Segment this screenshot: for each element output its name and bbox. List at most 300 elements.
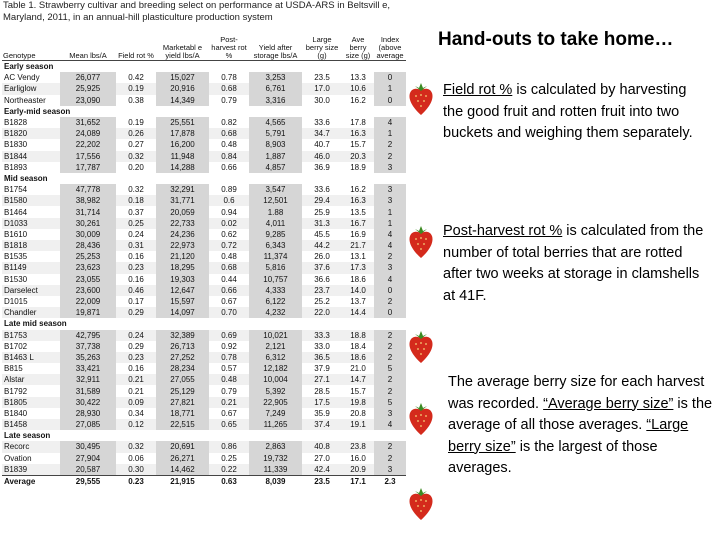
strawberry-icon xyxy=(407,487,435,521)
table-cell: B1893 xyxy=(4,162,28,172)
table-cell: 0.94 xyxy=(221,207,237,217)
table-cell: 3 xyxy=(374,195,406,206)
table-cell: 37.9 xyxy=(314,364,330,374)
table-cell: 0.30 xyxy=(116,464,156,476)
column-header: Post-harvest rot % xyxy=(209,30,249,61)
table-row xyxy=(2,285,406,296)
table-row xyxy=(2,419,406,430)
table-cell: 25.2 xyxy=(314,297,330,307)
table-cell: 21.0 xyxy=(350,364,366,374)
table-cell: 38,982 xyxy=(60,195,116,206)
table-cell: 0.19 xyxy=(128,118,144,128)
table-cell: 2,863 xyxy=(249,441,302,452)
table-cell: B1463 L xyxy=(2,352,60,363)
table-cell: 0.68 xyxy=(209,83,249,94)
table-cell: 14,349 xyxy=(156,95,209,106)
table-cell: 0.24 xyxy=(116,330,156,341)
average-cell: 21,915 xyxy=(156,475,209,487)
table-cell: 0 xyxy=(374,95,406,106)
yield-table xyxy=(2,30,406,487)
table-cell: 20,587 xyxy=(60,464,116,476)
table-cell: 0.69 xyxy=(209,330,249,341)
table-row xyxy=(2,330,406,341)
large-berry-size-definition: is the largest of those averages. xyxy=(448,438,658,476)
table-cell: 34.7 xyxy=(302,128,342,139)
table-cell: B1753 xyxy=(2,330,60,341)
table-cell: 0.16 xyxy=(128,252,144,262)
table-cell: 31.3 xyxy=(302,218,342,229)
post-harvest-rot-term: Post-harvest rot % xyxy=(443,223,563,239)
table-cell: 15.7 xyxy=(350,140,366,150)
table-cell: 27,252 xyxy=(156,352,209,363)
table-cell: 12,501 xyxy=(249,195,302,206)
table-cell: 31,714 xyxy=(60,206,116,217)
column-header: Field rot % xyxy=(116,30,156,61)
table-cell: 19,871 xyxy=(60,307,116,318)
table-cell: 0.67 xyxy=(221,408,237,418)
table-cell: 22,973 xyxy=(156,240,209,251)
table-cell: 5 xyxy=(374,363,406,374)
table-cell: 23,600 xyxy=(60,285,116,296)
table-cell: 0 xyxy=(374,72,406,83)
table-cell: 26,271 xyxy=(156,453,209,464)
table-row xyxy=(2,184,406,195)
table-cell: 26,077 xyxy=(60,72,116,83)
average-berry-size-term: “Average berry size” xyxy=(543,395,674,412)
table-cell: 20.3 xyxy=(342,151,374,162)
table-cell: B815 xyxy=(4,364,23,374)
table-cell: 4,232 xyxy=(249,307,302,318)
table-cell: 21.7 xyxy=(342,240,374,251)
table-cell: 1,887 xyxy=(249,151,302,162)
table-cell: 27.0 xyxy=(314,453,330,463)
table-cell: 16.2 xyxy=(350,185,366,195)
table-cell: 0.27 xyxy=(128,140,144,150)
column-header: Index (above average xyxy=(374,30,406,61)
table-cell: 42,795 xyxy=(60,330,116,341)
average-row xyxy=(2,475,406,487)
table-cell: B1464 xyxy=(4,207,28,217)
table-cell: 19,303 xyxy=(156,274,209,285)
table-cell: 0.89 xyxy=(221,185,237,195)
table-cell: 15,597 xyxy=(156,296,209,307)
table-cell: 4,011 xyxy=(249,218,302,229)
table-cell: 17.5 xyxy=(302,397,342,408)
table-cell: 37,738 xyxy=(60,341,116,352)
table-cell: 4 xyxy=(374,274,406,285)
table-cell: 19,732 xyxy=(249,453,302,464)
table-cell: 7,249 xyxy=(249,408,302,419)
table-cell: 40.8 xyxy=(302,441,342,452)
column-header: Ave berry size (g) xyxy=(342,30,374,61)
table-cell: 6,312 xyxy=(249,352,302,363)
table-cell: 20,916 xyxy=(156,83,209,94)
table-cell: 46.0 xyxy=(302,151,342,162)
table-cell: 0.20 xyxy=(128,162,144,172)
table-cell: 22,515 xyxy=(156,419,209,430)
table-cell: 22,009 xyxy=(60,296,116,307)
table-cell: 23.8 xyxy=(342,441,374,452)
table-cell: 27.1 xyxy=(302,374,342,385)
table-cell: 0.68 xyxy=(209,262,249,273)
table-cell: 14.0 xyxy=(342,285,374,296)
berry-size-intro: The average berry size for each harvest was recorded. xyxy=(448,374,705,412)
table-cell: 10,021 xyxy=(249,330,302,341)
table-row xyxy=(2,162,406,173)
table-cell: B1792 xyxy=(4,386,28,396)
table-cell: 18,771 xyxy=(156,408,209,419)
average-cell: 8,039 xyxy=(249,475,302,487)
table-cell: 35.9 xyxy=(314,408,330,418)
table-cell: 0.09 xyxy=(116,397,156,408)
table-cell: 2 xyxy=(374,296,406,307)
table-cell: 1 xyxy=(374,218,406,229)
strawberry-icon xyxy=(407,82,435,116)
table-row xyxy=(2,453,406,464)
table-cell: 0.29 xyxy=(116,307,156,318)
table-cell: 23.7 xyxy=(302,285,342,296)
field-rot-term: Field rot % xyxy=(443,82,513,98)
table-cell: 2 xyxy=(374,251,406,262)
average-cell: 0.63 xyxy=(209,475,249,487)
table-cell: 4,333 xyxy=(249,285,302,296)
table-cell: 14,097 xyxy=(156,307,209,318)
table-cell: 28.5 xyxy=(314,386,330,396)
table-cell: 0.65 xyxy=(209,419,249,430)
table-row xyxy=(2,274,406,285)
table-cell: 3 xyxy=(374,464,406,476)
table-cell: 4 xyxy=(374,117,406,128)
table-cell: 11,339 xyxy=(249,464,302,476)
average-berry-size-definition: is the average of all those averages. xyxy=(448,395,713,433)
table-row xyxy=(2,72,406,83)
field-rot-definition: is calculated by harvesting the good fruit and rotten fruit into two buckets and weighing them separately. xyxy=(443,82,693,141)
table-cell: Alstar xyxy=(2,374,60,385)
table-cell: 2 xyxy=(374,151,406,162)
table-row xyxy=(2,262,406,273)
table-cell: 31,652 xyxy=(60,117,116,128)
table-cell: 32,389 xyxy=(156,330,209,341)
table-cell: B1820 xyxy=(2,128,60,139)
table-cell: 10.6 xyxy=(342,83,374,94)
table-cell: 16.9 xyxy=(350,229,366,239)
table-row xyxy=(2,341,406,352)
slide-title: Hand-outs to take home… xyxy=(438,29,674,50)
table-cell: 2 xyxy=(374,139,406,150)
table-cell: 6,122 xyxy=(249,296,302,307)
average-cell: 0.23 xyxy=(116,475,156,487)
table-cell: 13.3 xyxy=(350,73,366,83)
table-cell: 22,202 xyxy=(60,139,116,150)
table-cell: 0.48 xyxy=(221,140,237,150)
table-cell: 33,421 xyxy=(60,363,116,374)
table-cell: 18.6 xyxy=(342,352,374,363)
table-cell: 0.42 xyxy=(128,73,144,83)
column-header: Yield after storage lbs/A xyxy=(249,30,302,61)
table-cell: 0.48 xyxy=(221,252,237,262)
table-row xyxy=(2,218,406,229)
table-cell: 0.32 xyxy=(128,185,144,195)
table-cell: 0.62 xyxy=(221,229,237,239)
table-cell: 27,904 xyxy=(60,453,116,464)
season-header xyxy=(2,106,406,117)
season-label: Early season xyxy=(4,62,54,72)
table-cell: 4,565 xyxy=(249,117,302,128)
table-row xyxy=(2,307,406,318)
table-cell: Recorc xyxy=(2,441,60,452)
strawberry-icon xyxy=(407,402,435,436)
table-cell: 16,200 xyxy=(156,139,209,150)
table-cell: 13.5 xyxy=(350,207,366,217)
table-cell: 1 xyxy=(374,206,406,217)
table-cell: 29.4 xyxy=(302,195,342,206)
table-cell: 14,462 xyxy=(156,464,209,476)
table-cell: 2 xyxy=(374,341,406,352)
table-cell: 16.3 xyxy=(342,128,374,139)
average-cell: 29,555 xyxy=(60,475,116,487)
strawberry-icon xyxy=(407,330,435,364)
table-cell: 14.4 xyxy=(342,307,374,318)
table-row xyxy=(2,251,406,262)
table-cell: 0.22 xyxy=(209,464,249,476)
table-cell: 0.25 xyxy=(116,218,156,229)
table-cell: 6,761 xyxy=(249,83,302,94)
table-cell: 22,905 xyxy=(249,397,302,408)
table-cell: 0.12 xyxy=(116,419,156,430)
table-cell: 0.18 xyxy=(116,195,156,206)
table-cell: 30,261 xyxy=(60,218,116,229)
table-cell: B1830 xyxy=(4,140,28,150)
table-row xyxy=(2,408,406,419)
table-cell: B1828 xyxy=(4,118,28,128)
table-cell: B1754 xyxy=(4,185,28,195)
table-cell: 0.24 xyxy=(128,229,144,239)
table-cell: 28,436 xyxy=(60,240,116,251)
table-cell: D1015 xyxy=(4,297,28,307)
table-cell: B1805 xyxy=(2,397,60,408)
table-cell: 36.6 xyxy=(314,274,330,284)
table-cell: 3 xyxy=(374,162,406,173)
table-row xyxy=(2,229,406,240)
table-cell: 0.16 xyxy=(128,274,144,284)
table-cell: 15.7 xyxy=(350,386,366,396)
table-cell: 25,551 xyxy=(156,117,209,128)
table-cell: 17.8 xyxy=(350,118,366,128)
table-cell: 0.23 xyxy=(116,262,156,273)
table-cell: 25,129 xyxy=(156,385,209,396)
table-cell: 1 xyxy=(374,128,406,139)
table-cell: 10,757 xyxy=(249,274,302,285)
table-cell: 0.48 xyxy=(209,374,249,385)
table-cell: 11,374 xyxy=(249,251,302,262)
column-header: Large berry size (g) xyxy=(302,30,342,61)
table-cell: 18.6 xyxy=(350,274,366,284)
season-header xyxy=(2,318,406,329)
table-cell: 3 xyxy=(374,408,406,419)
table-cell: 13.1 xyxy=(350,252,366,262)
table-cell: 0.25 xyxy=(221,453,237,463)
table-cell: 23.5 xyxy=(314,73,330,83)
table-cell: D1033 xyxy=(2,218,60,229)
table-cell: 20,691 xyxy=(156,441,209,452)
table-cell: 0.31 xyxy=(116,240,156,251)
table-cell: 0.32 xyxy=(116,441,156,452)
table-cell: 0.16 xyxy=(128,364,144,374)
table-cell: 0.21 xyxy=(116,374,156,385)
table-cell: 0.66 xyxy=(209,285,249,296)
table-cell: 0.34 xyxy=(128,408,144,418)
column-header: Genotype xyxy=(2,30,60,61)
table-row xyxy=(2,95,406,106)
table-cell: 0.46 xyxy=(116,285,156,296)
season-header xyxy=(2,430,406,441)
table-cell: Chandler xyxy=(2,307,60,318)
table-cell: 35,263 xyxy=(60,352,116,363)
table-cell: 0.06 xyxy=(128,453,144,463)
table-cell: B1530 xyxy=(4,274,28,284)
table-cell: 3,547 xyxy=(249,184,302,195)
table-cell: 47,778 xyxy=(60,184,116,195)
table-cell: 0.44 xyxy=(221,274,237,284)
table-cell: 2,121 xyxy=(249,341,302,352)
column-header: Mean lbs/A xyxy=(60,30,116,61)
large-berry-size-term: “Large berry size” xyxy=(448,417,689,455)
table-row xyxy=(2,385,406,396)
table-cell: 11,265 xyxy=(249,419,302,430)
table-cell: 3,316 xyxy=(249,95,302,106)
table-cell: 2 xyxy=(374,453,406,464)
table-cell: 30,422 xyxy=(60,397,116,408)
table-cell: 0.23 xyxy=(116,352,156,363)
berry-size-note xyxy=(448,372,713,480)
table-cell: 1 xyxy=(374,83,406,94)
table-cell: B1149 xyxy=(2,262,60,273)
table-cell: 4 xyxy=(374,240,406,251)
table-cell: 6,343 xyxy=(249,240,302,251)
table-cell: 3,253 xyxy=(249,72,302,83)
table-row xyxy=(2,139,406,150)
table-cell: AC Vendy xyxy=(4,73,40,83)
table-cell: 0.32 xyxy=(116,151,156,162)
table-cell: 0.72 xyxy=(209,240,249,251)
table-cell: 8,903 xyxy=(249,139,302,150)
table-row xyxy=(2,363,406,374)
table-cell: 33.3 xyxy=(302,330,342,341)
hand-out-notes xyxy=(405,0,720,540)
table-cell: B1844 xyxy=(2,151,60,162)
table-cell: 0.37 xyxy=(128,207,144,217)
table-cell: 40.7 xyxy=(314,140,330,150)
table-cell: 0.82 xyxy=(221,118,237,128)
season-label: Late mid season xyxy=(4,319,67,329)
table-cell: 20,059 xyxy=(156,206,209,217)
table-cell: 22.0 xyxy=(302,307,342,318)
season-label: Early-mid season xyxy=(4,106,71,116)
strawberry-icon xyxy=(407,225,435,259)
table-cell: 0.67 xyxy=(221,297,237,307)
table-cell: B1818 xyxy=(2,240,60,251)
table-cell: 18.9 xyxy=(350,162,366,172)
table-cell: 31,589 xyxy=(60,385,116,396)
table-cell: 18,295 xyxy=(156,262,209,273)
table-cell: 16.2 xyxy=(350,95,366,105)
table-cell: 23,090 xyxy=(60,95,116,106)
table-cell: 2 xyxy=(374,352,406,363)
average-cell: Average xyxy=(2,475,60,487)
table-row xyxy=(2,83,406,94)
table-cell: 0.84 xyxy=(209,151,249,162)
table-cell: 37.6 xyxy=(302,262,342,273)
table-row xyxy=(2,151,406,162)
table-cell: 0.38 xyxy=(128,95,144,105)
table-cell: 2 xyxy=(374,441,406,452)
table-cell: 0.92 xyxy=(221,341,237,351)
table-cell: 33.6 xyxy=(314,185,330,195)
table-cell: 45.5 xyxy=(314,229,330,239)
table-cell: 0 xyxy=(374,285,406,296)
table-cell: 0.21 xyxy=(128,386,144,396)
table-cell: 2 xyxy=(374,385,406,396)
table-cell: 20.8 xyxy=(350,408,366,418)
table-cell: 27,085 xyxy=(60,419,116,430)
table-cell: 28,930 xyxy=(60,408,116,419)
table-cell: 0.66 xyxy=(221,162,237,172)
table-cell: 17,556 xyxy=(60,151,116,162)
table-cell: 0.78 xyxy=(209,352,249,363)
table-cell: 18.4 xyxy=(350,341,366,351)
post-harvest-rot-definition: is calculated from the number of total berries that are rotted after two weeks at storage in clamshells at 41F. xyxy=(443,223,704,304)
table-cell: 30,009 xyxy=(60,229,116,240)
table-cell: 23,055 xyxy=(60,274,116,285)
table-cell: 11,948 xyxy=(156,151,209,162)
table-cell: 3 xyxy=(374,262,406,273)
table-cell: 2 xyxy=(374,330,406,341)
table-cell: 31,771 xyxy=(156,195,209,206)
season-label: Mid season xyxy=(4,173,48,183)
table-cell: 0.21 xyxy=(209,397,249,408)
table-cell: 0 xyxy=(374,307,406,318)
table-cell: B1535 xyxy=(4,252,28,262)
season-header xyxy=(2,61,406,73)
table-cell: 9,285 xyxy=(249,229,302,240)
table-cell: 19.8 xyxy=(342,397,374,408)
table-cell: 36.5 xyxy=(302,352,342,363)
table-cell: 5 xyxy=(374,397,406,408)
table-cell: 16.3 xyxy=(342,195,374,206)
table-cell: 5,392 xyxy=(249,385,302,396)
table-row xyxy=(2,240,406,251)
table-cell: 5,816 xyxy=(249,262,302,273)
table-cell: 26,713 xyxy=(156,341,209,352)
table-row xyxy=(2,128,406,139)
table-cell: 0.79 xyxy=(221,386,237,396)
table-cell: 36.9 xyxy=(314,162,330,172)
table-cell: Darselect xyxy=(2,285,60,296)
table-cell: 0.19 xyxy=(116,83,156,94)
table-cell: 5,791 xyxy=(249,128,302,139)
table-cell: 27,055 xyxy=(156,374,209,385)
table-cell: 0.6 xyxy=(209,195,249,206)
table-cell: 4 xyxy=(374,229,406,240)
table-cell: B1610 xyxy=(4,229,28,239)
table-cell: 23,623 xyxy=(60,262,116,273)
average-cell: 17.1 xyxy=(342,475,374,487)
table-cell: 0.86 xyxy=(209,441,249,452)
table-cell: 0.68 xyxy=(209,128,249,139)
table-row xyxy=(2,195,406,206)
table-row xyxy=(2,397,406,408)
table-cell: 30,495 xyxy=(60,441,116,452)
